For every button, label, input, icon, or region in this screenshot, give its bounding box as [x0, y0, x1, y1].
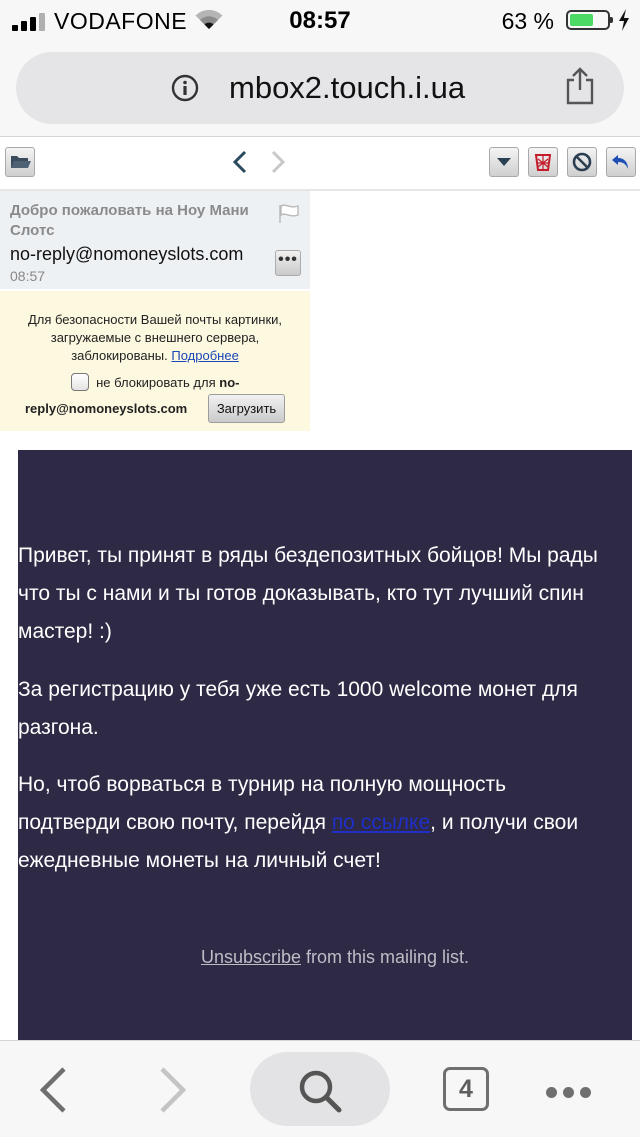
allow-sender-row — [0, 373, 310, 391]
spam-button[interactable] — [567, 147, 597, 177]
battery-icon — [566, 10, 610, 30]
allow-sender-email-part1: no- — [219, 375, 240, 390]
charging-bolt-icon — [618, 9, 630, 31]
delete-button[interactable] — [528, 147, 558, 177]
status-time: 08:57 — [289, 7, 351, 34]
move-menu-button[interactable] — [489, 147, 519, 177]
message-subject: Добро пожаловать на Ноу Мани Слотс — [10, 202, 249, 239]
reply-button[interactable] — [606, 147, 636, 177]
mail-toolbar — [0, 137, 640, 191]
email-paragraph-confirm — [18, 766, 638, 880]
allow-sender-label: не блокировать для — [96, 375, 216, 390]
forward-icon[interactable] — [156, 1066, 190, 1114]
folders-button[interactable] — [5, 147, 35, 177]
next-message-icon[interactable] — [268, 149, 288, 175]
sender-address: no-reply@nomoneyslots.com — [10, 244, 244, 264]
unsubscribe-text: from this mailing list. — [301, 947, 470, 967]
reply-arrow-icon — [607, 148, 635, 176]
battery-percentage: 63 % — [501, 8, 554, 34]
carrier-name: VODAFONE — [54, 8, 188, 34]
back-icon[interactable] — [36, 1066, 70, 1114]
more-info-link[interactable]: Подробнее — [171, 348, 239, 363]
allow-sender-checkbox[interactable] — [71, 373, 89, 391]
browser-address-area — [0, 40, 640, 137]
email-paragraph-greeting: Привет, ты принят в ряды бездепозитных бойцов! Мы рады что ты с нами и ты готов доказывать, кто тут лучший спин мастер! :) — [18, 544, 598, 643]
email-paragraph-bonus: За регистрацию у тебя уже есть 1000 welcome монет для разгона. — [18, 678, 578, 739]
share-icon[interactable] — [562, 66, 598, 106]
block-icon — [568, 148, 596, 176]
search-icon — [296, 1067, 344, 1115]
flag-icon[interactable] — [277, 202, 301, 224]
search-button[interactable] — [250, 1052, 390, 1126]
unsubscribe-line — [18, 947, 640, 968]
confirm-text-start: Но, чтоб ворваться в турнир на полную мощность подтверди свою почту, перейдя — [18, 773, 507, 834]
allow-sender-email-part2: reply@nomoneyslots.com — [25, 401, 188, 416]
notice-message: Для безопасности Вашей почты картинки, загружаемые с внешнего сервера, заблокированы. — [27, 312, 283, 363]
message-header — [0, 191, 310, 289]
confirm-text-end: , и получи свои ежедневные монеты на личный счет! — [18, 811, 579, 872]
more-menu-icon[interactable] — [546, 1085, 597, 1103]
unsubscribe-link[interactable]: Unsubscribe — [200, 947, 301, 967]
confirm-link[interactable]: по ссылке — [331, 811, 431, 834]
address-bar[interactable] — [16, 52, 624, 124]
tabs-button[interactable]: 4 — [443, 1067, 489, 1111]
email-content — [18, 450, 632, 1050]
load-images-button[interactable]: Загрузить — [208, 394, 285, 423]
trash-icon — [529, 148, 557, 176]
site-info-icon[interactable] — [171, 74, 199, 102]
url-text[interactable]: mbox2.touch.i.ua — [229, 70, 466, 105]
previous-message-icon[interactable] — [230, 149, 250, 175]
folder-icon — [6, 148, 34, 176]
more-actions-button[interactable]: ••• — [275, 250, 301, 276]
battery-level-fill — [570, 14, 593, 26]
message-time: 08:57 — [10, 268, 46, 284]
browser-bottom-toolbar — [0, 1040, 640, 1137]
status-bar — [0, 0, 640, 40]
dropdown-triangle-icon — [490, 148, 518, 176]
notice-text — [8, 311, 302, 365]
